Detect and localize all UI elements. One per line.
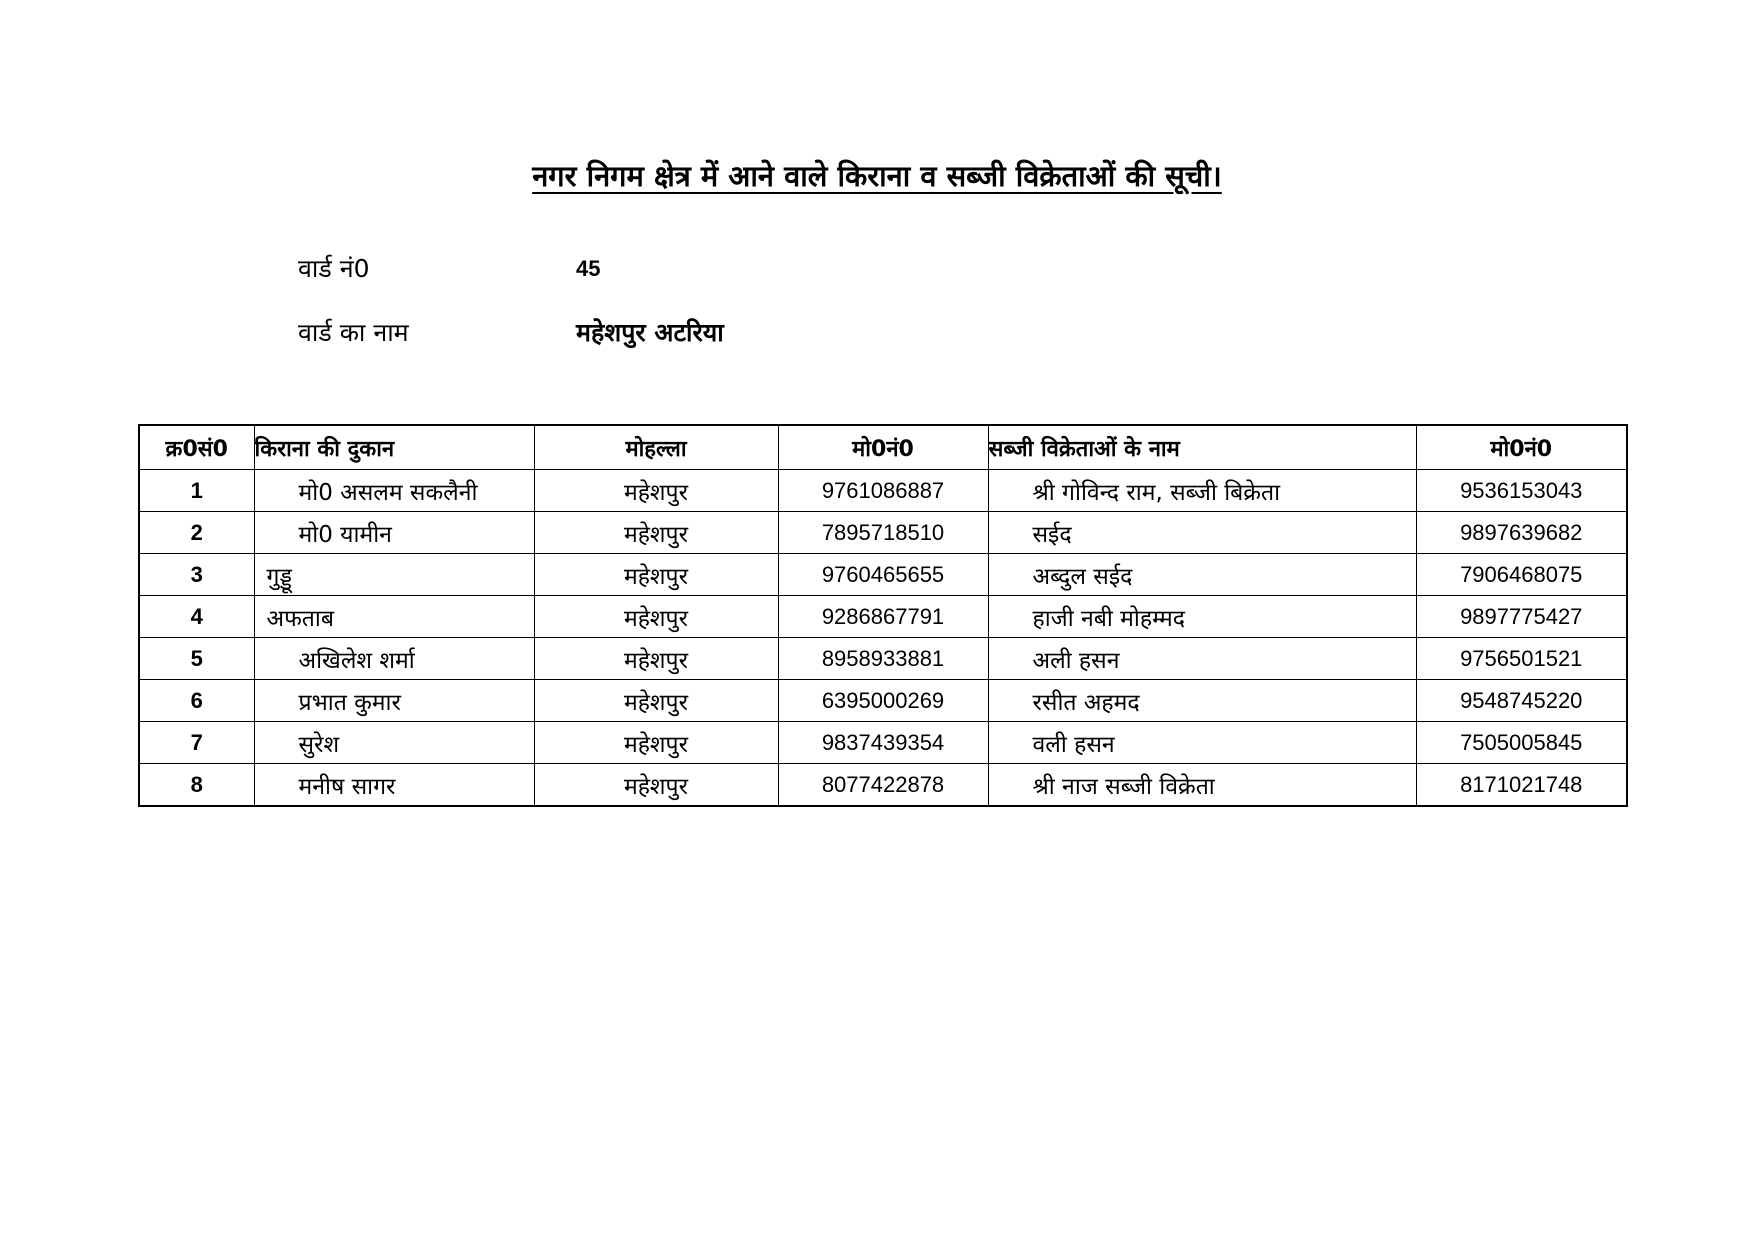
cell-grocery-shop: मो0 यामीन (254, 512, 534, 554)
cell-locality: महेशपुर (534, 638, 778, 680)
cell-vendor-name: श्री नाज सब्जी विक्रेता (988, 764, 1416, 807)
cell-vendor-mobile: 9536153043 (1416, 470, 1627, 512)
table-row (139, 680, 1627, 722)
cell-shop-mobile: 8077422878 (778, 764, 988, 807)
cell-vendor-name: हाजी नबी मोहम्मद (988, 596, 1416, 638)
cell-grocery-shop: अफताब (254, 596, 534, 638)
cell-vendor-mobile: 9756501521 (1416, 638, 1627, 680)
cell-shop-mobile: 9837439354 (778, 722, 988, 764)
header-vendor-mobile: मो0नं0 (1416, 425, 1627, 470)
cell-locality: महेशपुर (534, 470, 778, 512)
cell-grocery-shop: गुड्डू (254, 554, 534, 596)
cell-serial-number: 1 (139, 470, 254, 512)
header-vegetable-vendor-name: सब्जी विक्रेताओं के नाम (988, 425, 1416, 470)
cell-locality: महेशपुर (534, 722, 778, 764)
cell-shop-mobile: 6395000269 (778, 680, 988, 722)
cell-grocery-shop: प्रभात कुमार (254, 680, 534, 722)
table-row (139, 470, 1627, 512)
cell-grocery-shop: मनीष सागर (254, 764, 534, 807)
document-title: नगर निगम क्षेत्र में आने वाले किराना व सब्जी विक्रेताओं की सूची। (532, 159, 1222, 193)
table-row (139, 764, 1627, 807)
cell-vendor-name: श्री गोविन्द राम, सब्जी बिक्रेता (988, 470, 1416, 512)
table-row (139, 722, 1627, 764)
cell-vendor-name: वली हसन (988, 722, 1416, 764)
header-grocery-shop: किराना की दुकान (254, 425, 534, 470)
cell-locality: महेशपुर (534, 680, 778, 722)
ward-name-value: महेशपुर अटरिया (576, 318, 724, 347)
cell-vendor-name: अली हसन (988, 638, 1416, 680)
table-header-row (139, 425, 1627, 470)
table-row (139, 638, 1627, 680)
cell-serial-number: 6 (139, 680, 254, 722)
cell-shop-mobile: 8958933881 (778, 638, 988, 680)
cell-shop-mobile: 9761086887 (778, 470, 988, 512)
cell-serial-number: 8 (139, 764, 254, 807)
vendor-list-table (138, 424, 1628, 807)
cell-grocery-shop: मो0 असलम सकलैनी (254, 470, 534, 512)
cell-vendor-name: अब्दुल सईद (988, 554, 1416, 596)
cell-shop-mobile: 9760465655 (778, 554, 988, 596)
cell-locality: महेशपुर (534, 596, 778, 638)
cell-locality: महेशपुर (534, 512, 778, 554)
cell-shop-mobile: 7895718510 (778, 512, 988, 554)
cell-vendor-name: सईद (988, 512, 1416, 554)
cell-grocery-shop: अखिलेश शर्मा (254, 638, 534, 680)
header-serial-number: क्र0सं0 (139, 425, 254, 470)
cell-vendor-mobile: 9548745220 (1416, 680, 1627, 722)
ward-number-label: वार्ड नं0 (298, 254, 370, 283)
cell-serial-number: 5 (139, 638, 254, 680)
cell-serial-number: 3 (139, 554, 254, 596)
cell-serial-number: 2 (139, 512, 254, 554)
cell-serial-number: 4 (139, 596, 254, 638)
cell-vendor-name: रसीत अहमद (988, 680, 1416, 722)
cell-grocery-shop: सुरेश (254, 722, 534, 764)
cell-vendor-mobile: 7906468075 (1416, 554, 1627, 596)
cell-vendor-mobile: 7505005845 (1416, 722, 1627, 764)
cell-vendor-mobile: 8171021748 (1416, 764, 1627, 807)
cell-locality: महेशपुर (534, 554, 778, 596)
table-row (139, 596, 1627, 638)
cell-vendor-mobile: 9897775427 (1416, 596, 1627, 638)
ward-name-label: वार्ड का नाम (298, 318, 409, 347)
ward-number-value: 45 (576, 256, 601, 281)
cell-locality: महेशपुर (534, 764, 778, 807)
header-locality: मोहल्ला (534, 425, 778, 470)
table-row (139, 554, 1627, 596)
table-row (139, 512, 1627, 554)
header-shop-mobile: मो0नं0 (778, 425, 988, 470)
cell-vendor-mobile: 9897639682 (1416, 512, 1627, 554)
cell-shop-mobile: 9286867791 (778, 596, 988, 638)
cell-serial-number: 7 (139, 722, 254, 764)
